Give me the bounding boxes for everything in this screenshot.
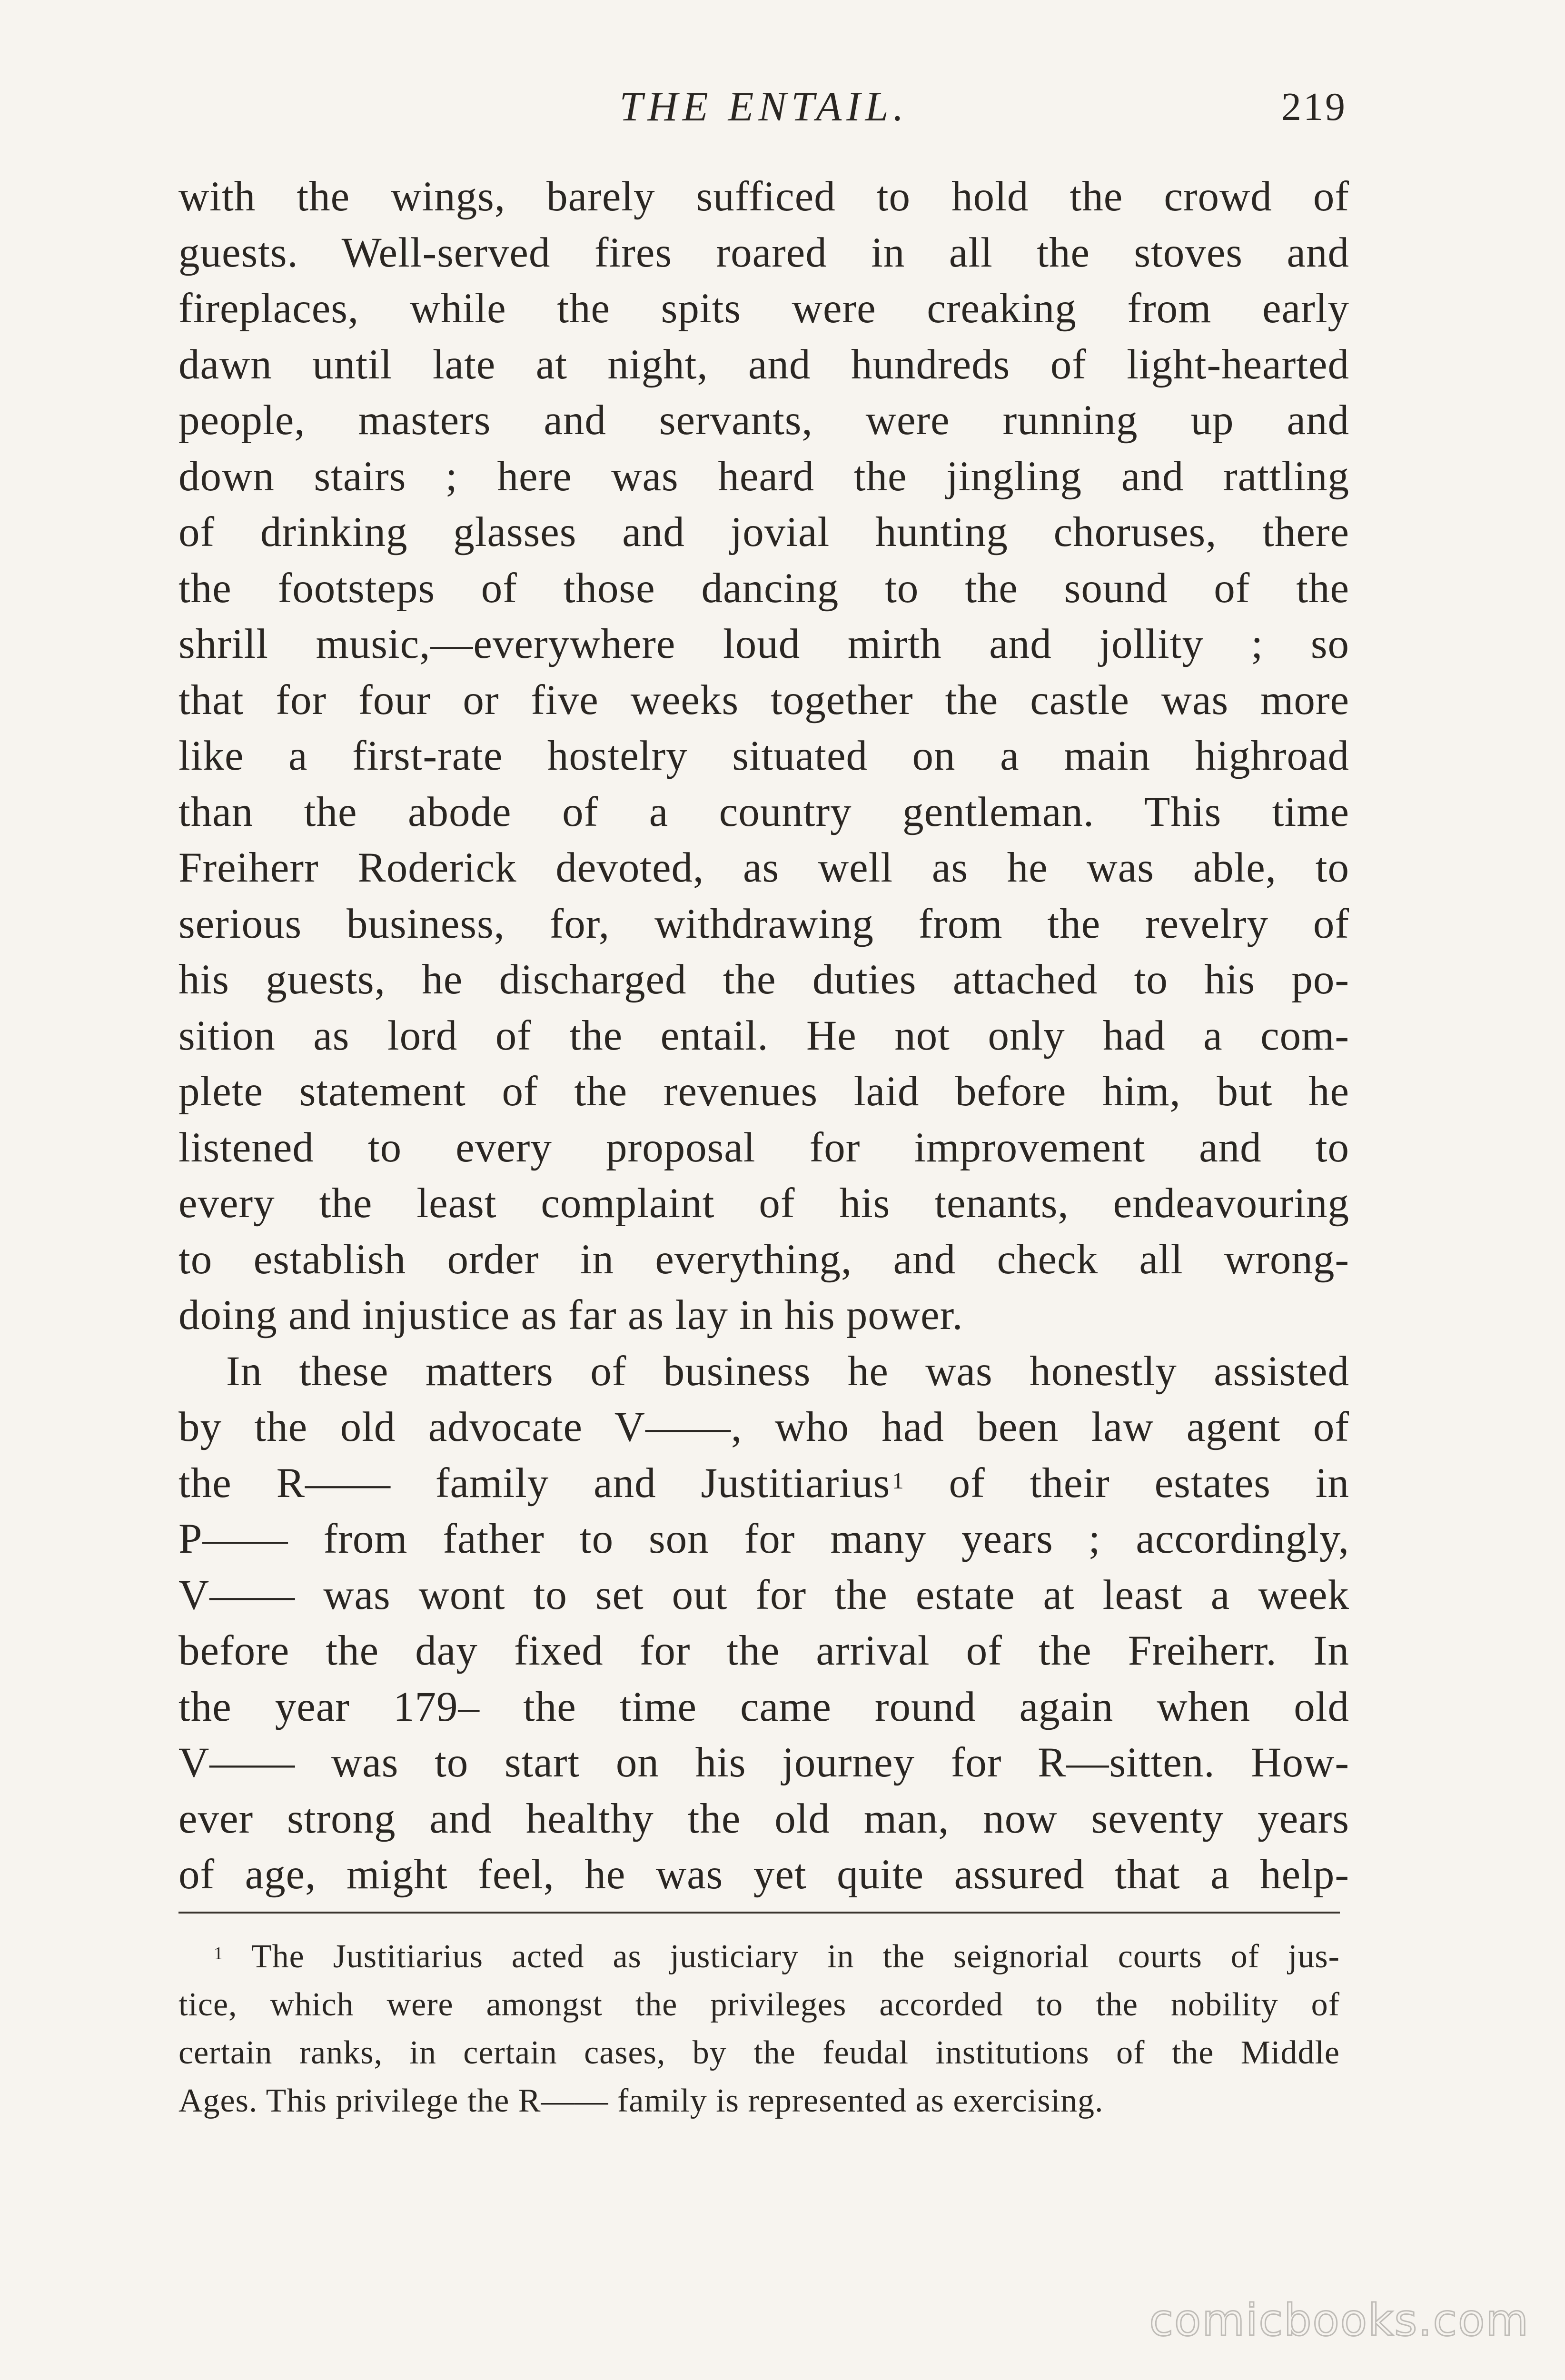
footnote-text: The Justitiarius acted as justiciary in the seignorial courts of jus-: [251, 1938, 1340, 1975]
running-head: [181, 81, 1347, 133]
text-line: down stairs ; here was heard the jingling and rattling: [178, 453, 1349, 500]
text-line-with-footnote: [178, 1456, 1349, 1512]
text-line: to establish order in everything, and check all wrong-: [178, 1236, 1349, 1283]
running-title: THE ENTAIL.: [619, 84, 909, 130]
text-line: every the least complaint of his tenants, endeavouring: [178, 1180, 1349, 1227]
body-text: [178, 169, 1349, 1903]
text-line: V—— was to start on his journey for R—sitten. How-: [178, 1739, 1349, 1786]
text-line: plete statement of the revenues laid before him, but he: [178, 1068, 1349, 1115]
text-line: dawn until late at night, and hundreds of light-hearted: [178, 341, 1349, 388]
footnote-line: [178, 1933, 1340, 1981]
text-line: P—— from father to son for many years ; accordingly,: [178, 1516, 1349, 1562]
text-line: the footsteps of those dancing to the sound of the: [178, 565, 1349, 612]
text-line: like a first-rate hostelry situated on a main highroad: [178, 733, 1349, 779]
footnote-marker: 1: [214, 1944, 224, 1964]
text-line: people, masters and servants, were running up and: [178, 397, 1349, 444]
footnote-line: Ages. This privilege the R—— family is represented as exercising.: [178, 2082, 1104, 2119]
text-line: the year 179– the time came round again when old: [178, 1683, 1349, 1730]
text-line: with the wings, barely sufficed to hold the crowd of: [178, 173, 1349, 220]
text-line: sition as lord of the entail. He not only had a com-: [178, 1012, 1349, 1059]
paragraph-start-line: In these matters of business he was honestly assisted: [226, 1348, 1349, 1395]
watermark-logo: comicbooks.com: [1149, 2295, 1529, 2346]
text-line: that for four or five weeks together the castle was more: [178, 676, 1349, 724]
text-line: serious business, for, withdrawing from the revelry of: [178, 900, 1349, 947]
text-line: his guests, he discharged the duties attached to his po-: [178, 956, 1349, 1003]
footnote-reference: 1: [892, 1467, 904, 1494]
text-line: before the day fixed for the arrival of the Freiherr. In: [178, 1627, 1349, 1674]
text-line: fireplaces, while the spits were creaking from early: [178, 285, 1349, 332]
footnotes: [178, 1933, 1340, 2125]
text-line: by the old advocate V——, who had been law agent of: [178, 1404, 1349, 1450]
footnote-divider: [178, 1912, 1340, 1914]
text-line: shrill music,—everywhere loud mirth and jollity ; so: [178, 621, 1349, 667]
footnote-line: tice, which were amongst the privileges accorded to the nobility of: [178, 1986, 1340, 2023]
text-line: doing and injustice as far as lay in his power.: [178, 1292, 963, 1339]
text-line: ever strong and healthy the old man, now seventy years: [178, 1795, 1349, 1842]
text-line: than the abode of a country gentleman. This time: [178, 788, 1349, 835]
text-line: of age, might feel, he was yet quite assured that a help-: [178, 1851, 1349, 1898]
text-line: listened to every proposal for improvement and to: [178, 1124, 1349, 1171]
text-line: V—— was wont to set out for the estate at least a week: [178, 1571, 1349, 1618]
text-line: of drinking glasses and jovial hunting choruses, there: [178, 509, 1349, 555]
text-fragment: of their estates in: [949, 1459, 1349, 1507]
text-fragment: the R—— family and Justitiarius: [178, 1459, 891, 1507]
text-line: Freiherr Roderick devoted, as well as he was able, to: [178, 844, 1349, 891]
page-number: 219: [1281, 85, 1347, 129]
text-line: guests. Well-served fires roared in all the stoves and: [178, 229, 1349, 276]
footnote-line: certain ranks, in certain cases, by the feudal institutions of the Middle: [178, 2034, 1340, 2071]
